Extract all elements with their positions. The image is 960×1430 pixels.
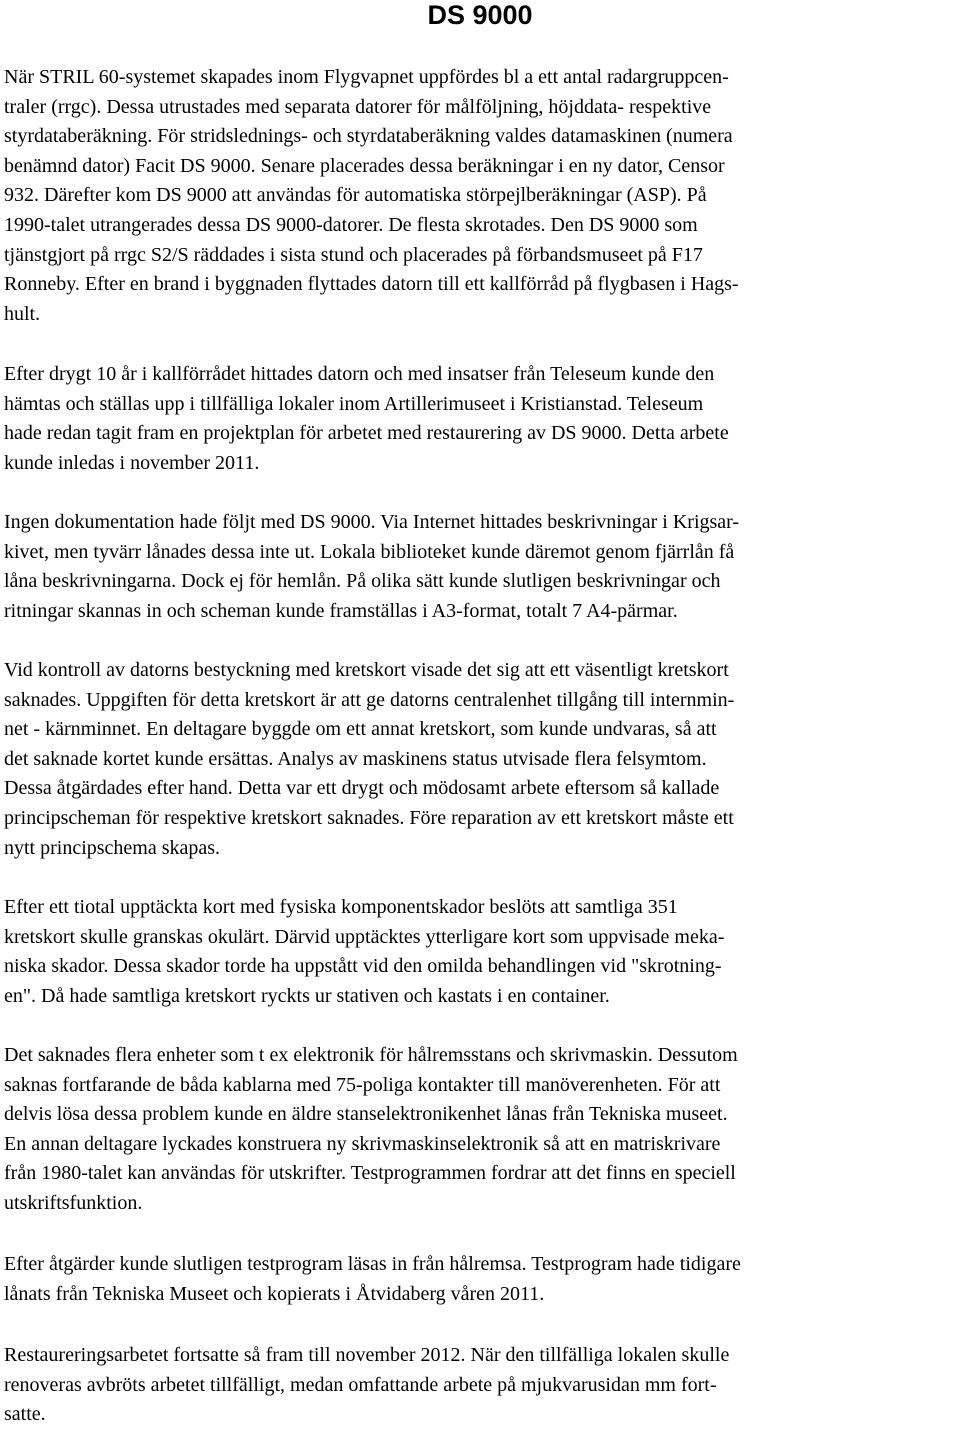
paragraph-recovery <box>4 360 956 478</box>
paragraph-inspection <box>4 893 956 1011</box>
text-line: Efter drygt 10 år i kallförrådet hittades datorn och med insatser från Teleseum kunde den <box>4 363 715 385</box>
text-line: net - kärnminnet. En deltagare byggde om ett annat kretskort, som kunde undvaras, så att <box>4 718 717 741</box>
paragraph-missing-units <box>4 1041 956 1219</box>
text-line: kivet, men tyvärr lånades dessa inte ut. Lokala biblioteket kunde däremot genom fjärrlån få <box>4 540 735 563</box>
text-line: saknades. Uppgiften för detta kretskort är att ge datorns centralenhet tillgång till internmin- <box>4 688 735 711</box>
text-line: det saknade kortet kunde ersättas. Analys av maskinens status utvisade flera felsymtom. <box>4 747 707 770</box>
text-line: tjänstgjort på rrgc S2/S räddades i sista stund och placerades på förbandsmuseet på F17 <box>4 243 703 266</box>
document-title: DS 9000 <box>427 0 533 30</box>
text-line: lånats från Tekniska Museet och kopierats i Åtvidaberg våren 2011. <box>4 1282 545 1305</box>
text-line: När STRIL 60-systemet skapades inom Flygvapnet uppfördes bl a ett antal radargruppcen- <box>4 66 729 88</box>
paragraph-continuation <box>4 1341 956 1430</box>
text-line: nytt principschema skapas. <box>4 836 221 859</box>
text-line: benämnd dator) Facit DS 9000. Senare placerades dessa beräkningar i en ny dator, Censor <box>4 154 725 177</box>
text-line: hult. <box>4 302 41 325</box>
paragraph-test-programs <box>4 1250 956 1309</box>
text-line: Ingen dokumentation hade följt med DS 9000. Via Internet hittades beskrivningar i Krigsar- <box>4 511 740 533</box>
text-line: Restaureringsarbetet fortsatte så fram till november 2012. När den tillfälliga lokalen skulle <box>4 1344 730 1366</box>
text-line: En annan deltagare lyckades konstruera ny skrivmaskinselektronik så att en matriskrivare <box>4 1132 721 1155</box>
text-line: principscheman för respektive kretskort saknades. Före reparation av ett kretskort måste ett <box>4 806 734 829</box>
paragraph-history <box>4 63 956 329</box>
text-line: 932. Därefter kom DS 9000 att användas för automatiska störpejlberäkningar (ASP). På <box>4 184 707 207</box>
text-line: Dessa åtgärdades efter hand. Detta var ett drygt och mödosamt arbete eftersom så kallade <box>4 777 720 800</box>
text-line: 1990-talet utrangerades dessa DS 9000-datorer. De flesta skrotades. Den DS 9000 som <box>4 213 698 236</box>
text-line: Vid kontroll av datorns bestyckning med kretskort visade det sig att ett väsentligt kretskort <box>4 659 729 681</box>
text-line: utskriftsfunktion. <box>4 1191 143 1214</box>
text-line: styrdataberäkning. För stridslednings- och styrdataberäkning valdes datamaskinen (numera <box>4 125 733 148</box>
text-line: hade redan tagit fram en projektplan för arbetet med restaurering av DS 9000. Detta arbete <box>4 422 729 445</box>
text-line: Det saknades flera enheter som t ex elektronik för hålremsstans och skrivmaskin. Dessutom <box>4 1044 738 1066</box>
text-line: saknas fortfarande de båda kablarna med 75-poliga kontakter till manöverenheten. För att <box>4 1073 721 1096</box>
text-line: Ronneby. Efter en brand i byggnaden flyttades datorn till ett kallförråd på flygbasen i Hags- <box>4 273 739 296</box>
text-line: delvis lösa dessa problem kunde en äldre stanselektronikenhet lånas från Tekniska museet. <box>4 1103 728 1126</box>
text-line: kretskort skulle granskas okulärt. Därvid upptäcktes ytterligare kort som uppvisade meka- <box>4 925 725 948</box>
text-line: traler (rrgc). Dessa utrustades med separata datorer för målföljning, höjddata- respektive <box>4 95 712 118</box>
paragraph-circuit-boards <box>4 656 956 863</box>
text-line: niska skador. Dessa skador torde ha uppstått vid den omilda behandlingen vid "skrotning- <box>4 955 722 978</box>
text-line: satte. <box>4 1403 46 1426</box>
text-line: Efter ett tiotal upptäckta kort med fysiska komponentskador beslöts att samtliga 351 <box>4 896 678 918</box>
paragraph-documentation <box>4 508 956 626</box>
text-line: kunde inledas i november 2011. <box>4 451 260 474</box>
text-line: från 1980-talet kan användas för utskrifter. Testprogrammen fordrar att det finns en speciell <box>4 1162 736 1185</box>
text-line: renoveras avbröts arbetet tillfälligt, medan omfattande arbete på mjukvarusidan mm fort- <box>4 1373 717 1396</box>
text-line: Efter åtgärder kunde slutligen testprogram läsas in från hålremsa. Testprogram hade tidigare <box>4 1253 741 1275</box>
text-line: hämtas och ställas upp i tillfälliga lokaler inom Artillerimuseet i Kristianstad. Teleseum <box>4 392 704 415</box>
text-line: låna beskrivningarna. Dock ej för hemlån. På olika sätt kunde slutligen beskrivningar och <box>4 570 721 593</box>
text-line: en". Då hade samtliga kretskort ryckts ur stativen och kastats i en container. <box>4 984 610 1007</box>
text-line: ritningar skannas in och scheman kunde framställas i A3-format, totalt 7 A4-pärmar. <box>4 599 678 622</box>
